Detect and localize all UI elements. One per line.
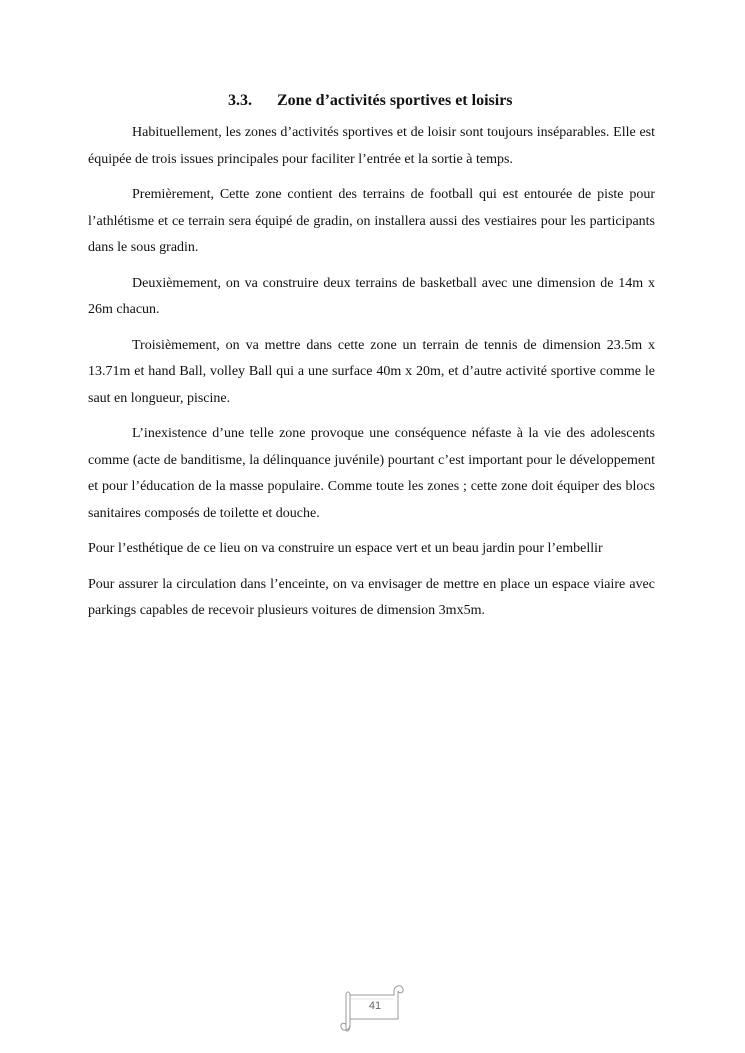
paragraph-esthetique: Pour l’esthétique de ce lieu on va construire un espace vert et un beau jardin pour l’embellir [88,541,603,556]
page-number: 41 [368,1000,382,1012]
paragraph-football: Premièrement, Cette zone contient des terrains de football qui est entourée de piste pour l’athlétisme et ce terrain sera équipé de gradin, on installera aussi des vestiaires pour les participants dans le sous gradin. [88,187,655,255]
section-title: Zone d’activités sportives et loisirs [277,92,513,109]
section-heading [228,92,513,110]
paragraph-inexistence: L’inexistence d’une telle zone provoque une conséquence néfaste à la vie des adolescents comme (acte de banditisme, la délinquance juvénile) pourtant c’est important pour le développement et pour l’éducation de la masse populaire. Comme toute les zones ; cette zone doit équiper des blocs sanitaires composés de toilette et douche. [88,426,655,521]
body-text [88,120,655,634]
paragraph-tennis: Troisièmement, on va mettre dans cette zone un terrain de tennis de dimension 23.5m x 13.71m et hand Ball, volley Ball qui a une surface 40m x 20m, et d’autre activité sportive comme le saut en longueur, piscine. [88,337,655,406]
paragraph-circulation: Pour assurer la circulation dans l’enceinte, on va envisager de mettre en place un espace viaire avec parkings capables de recevoir plusieurs voitures de dimension 3mx5m. [88,576,655,618]
section-number: 3.3. [228,92,252,109]
paragraph-basketball: Deuxièmement, on va construire deux terrains de basketball avec une dimension de 14m x 26m chacun. [88,275,655,317]
paragraph-intro: Habituellement, les zones d’activités sportives et de loisir sont toujours inséparables. Elle est équipée de trois issues principales pour faciliter l’entrée et la sortie à temps. [88,125,655,167]
